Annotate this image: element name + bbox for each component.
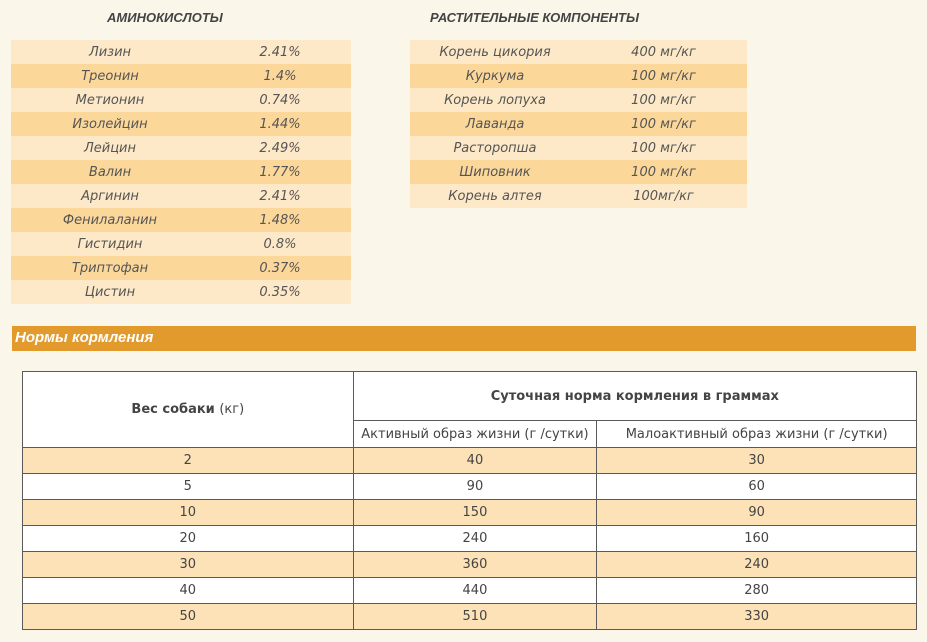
cell-weight: 40 <box>23 578 354 604</box>
plant-row <box>410 112 747 136</box>
amino-row-name: Валин <box>11 160 209 184</box>
norms-heading: Нормы кормления <box>15 329 154 346</box>
plant-row-name: Расторопша <box>410 136 580 160</box>
header-weight-unit: (кг) <box>219 402 245 417</box>
amino-table <box>11 40 351 304</box>
header-low: Малоактивный образ жизни (г /сутки) <box>597 421 917 448</box>
amino-row-name: Гистидин <box>11 232 209 256</box>
table-row <box>23 474 917 500</box>
plant-row-name: Шиповник <box>410 160 580 184</box>
amino-row <box>11 88 351 112</box>
plant-row-value: 100 мг/кг <box>580 88 747 112</box>
amino-row-value: 1.77% <box>209 160 351 184</box>
cell-active: 510 <box>353 604 597 630</box>
cell-low: 30 <box>597 448 917 474</box>
cell-weight: 5 <box>23 474 354 500</box>
amino-row-value: 1.4% <box>209 64 351 88</box>
amino-title: АМИНОКИСЛОТЫ <box>107 10 223 25</box>
amino-row-name: Цистин <box>11 280 209 304</box>
plant-row <box>410 64 747 88</box>
header-active: Активный образ жизни (г /сутки) <box>353 421 597 448</box>
amino-row <box>11 280 351 304</box>
table-row <box>23 578 917 604</box>
amino-row-name: Аргинин <box>11 184 209 208</box>
header-daily: Суточная норма кормления в граммах <box>353 372 916 421</box>
cell-active: 150 <box>353 500 597 526</box>
header-weight-label: Вес собаки <box>131 402 215 417</box>
table-row <box>23 604 917 630</box>
amino-row <box>11 112 351 136</box>
plant-row <box>410 88 747 112</box>
cell-weight: 2 <box>23 448 354 474</box>
amino-row-value: 0.74% <box>209 88 351 112</box>
cell-weight: 10 <box>23 500 354 526</box>
amino-row-value: 2.41% <box>209 184 351 208</box>
cell-active: 40 <box>353 448 597 474</box>
cell-low: 90 <box>597 500 917 526</box>
cell-weight: 30 <box>23 552 354 578</box>
amino-row-name: Треонин <box>11 64 209 88</box>
amino-row <box>11 40 351 64</box>
amino-row-value: 0.35% <box>209 280 351 304</box>
plant-row-value: 100 мг/кг <box>580 112 747 136</box>
cell-low: 60 <box>597 474 917 500</box>
feeding-table <box>22 371 917 630</box>
plant-row <box>410 136 747 160</box>
plant-row-value: 100мг/кг <box>580 184 747 208</box>
amino-row-value: 2.49% <box>209 136 351 160</box>
amino-row-name: Фенилаланин <box>11 208 209 232</box>
amino-row-name: Лейцин <box>11 136 209 160</box>
amino-row-name: Изолейцин <box>11 112 209 136</box>
amino-row <box>11 232 351 256</box>
plant-row-value: 100 мг/кг <box>580 160 747 184</box>
header-weight <box>23 372 354 448</box>
plant-row-name: Корень цикория <box>410 40 580 64</box>
plant-row-value: 400 мг/кг <box>580 40 747 64</box>
amino-row <box>11 256 351 280</box>
cell-active: 360 <box>353 552 597 578</box>
plant-row-name: Корень лопуха <box>410 88 580 112</box>
amino-row-name: Лизин <box>11 40 209 64</box>
amino-row <box>11 208 351 232</box>
plants-table <box>410 40 747 208</box>
cell-weight: 20 <box>23 526 354 552</box>
amino-row-value: 1.48% <box>209 208 351 232</box>
amino-row-value: 2.41% <box>209 40 351 64</box>
plant-row <box>410 184 747 208</box>
amino-row <box>11 136 351 160</box>
table-row <box>23 448 917 474</box>
plant-row-name: Корень алтея <box>410 184 580 208</box>
amino-row-name: Триптофан <box>11 256 209 280</box>
amino-row <box>11 64 351 88</box>
amino-row-value: 0.37% <box>209 256 351 280</box>
plant-row-value: 100 мг/кг <box>580 136 747 160</box>
amino-row-value: 0.8% <box>209 232 351 256</box>
plants-title: РАСТИТЕЛЬНЫЕ КОМПОНЕНТЫ <box>430 10 639 25</box>
table-row <box>23 526 917 552</box>
cell-active: 240 <box>353 526 597 552</box>
plant-row-name: Куркума <box>410 64 580 88</box>
cell-active: 440 <box>353 578 597 604</box>
cell-active: 90 <box>353 474 597 500</box>
amino-row <box>11 160 351 184</box>
cell-low: 330 <box>597 604 917 630</box>
cell-weight: 50 <box>23 604 354 630</box>
table-row <box>23 500 917 526</box>
plant-row <box>410 160 747 184</box>
amino-row-value: 1.44% <box>209 112 351 136</box>
plant-row-value: 100 мг/кг <box>580 64 747 88</box>
plant-row-name: Лаванда <box>410 112 580 136</box>
table-row <box>23 552 917 578</box>
plant-row <box>410 40 747 64</box>
cell-low: 160 <box>597 526 917 552</box>
amino-row-name: Метионин <box>11 88 209 112</box>
norms-heading-bar <box>12 326 916 351</box>
amino-row <box>11 184 351 208</box>
cell-low: 280 <box>597 578 917 604</box>
cell-low: 240 <box>597 552 917 578</box>
